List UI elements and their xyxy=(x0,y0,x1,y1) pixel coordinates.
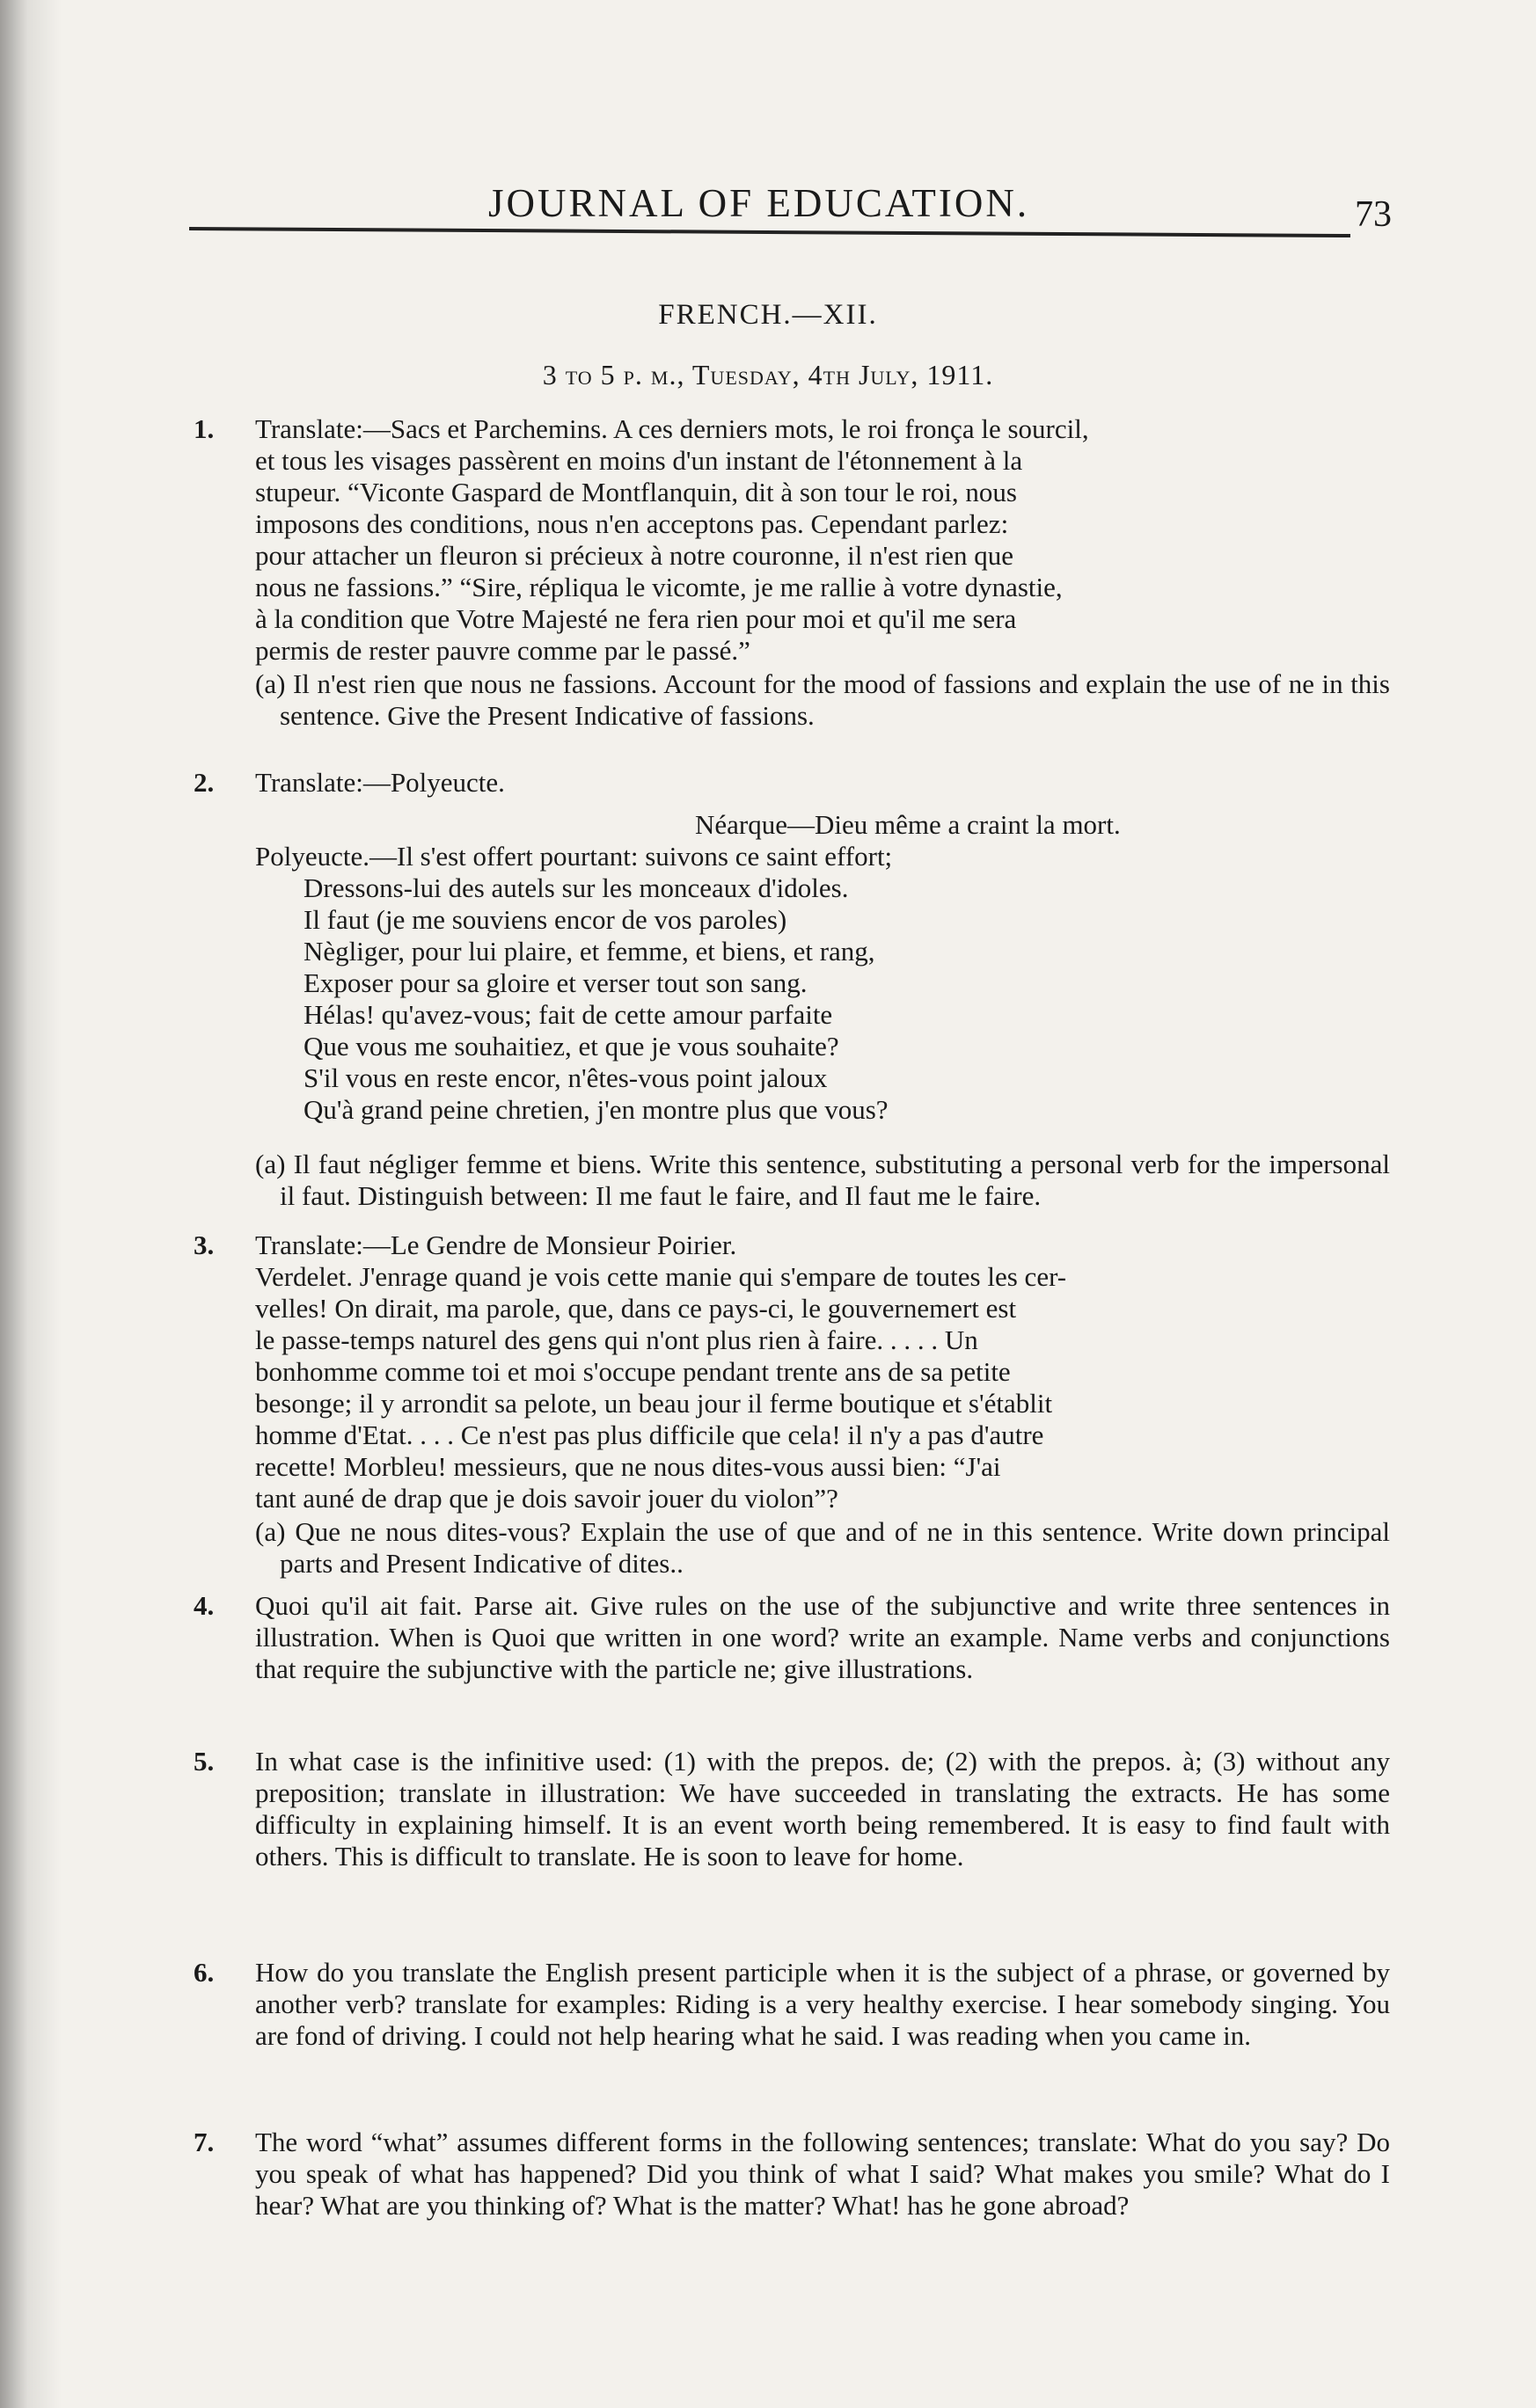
passage-line: imposons des conditions, nous n'en acceptons pas. Cependant parlez: xyxy=(255,508,1009,539)
verse-line: Dressons-lui des autels sur les monceaux d'idoles. xyxy=(304,872,849,903)
passage-line: Translate:—Sacs et Parchemins. A ces derniers mots, le roi fronça le sourcil, xyxy=(255,413,1089,444)
passage-line: velles! On dirait, ma parole, que, dans ce pays-ci, le gouvernemert est xyxy=(255,1293,1017,1324)
question-text: How do you translate the English present participle when it is the subject of a phrase, or governed by another verb? translate for examples: Riding is a very healthy exercise. I hear somebody singing. You are fond of driving. I could not help hearing what he said. I was reading when you came in. xyxy=(255,1957,1390,2051)
question-number: 2. xyxy=(194,767,215,798)
exam-title: FRENCH.—XII. xyxy=(658,299,878,331)
verse-speaker-polyeucte: Polyeucte.—Il s'est offert pourtant: suivons ce saint effort; xyxy=(255,841,893,872)
verse-line: Exposer pour sa gloire et verser tout son sang. xyxy=(304,967,808,998)
question-4 xyxy=(194,1590,1390,1685)
question-number: 7. xyxy=(194,2127,215,2157)
question-text: Quoi qu'il ait fait. Parse ait. Give rules on the use of the subjunctive and write three sentences in illustration. When is Quoi que written in one word? write an example. Name verbs and conjunctions that require the subjunctive with the particle ne; give illustrations. xyxy=(255,1590,1390,1684)
passage-line: et tous les visages passèrent en moins d'un instant de l'étonnement à la xyxy=(255,445,1023,476)
question-text: The word “what” assumes different forms in the following sentences; translate: What do you say? Do you speak of what has happened? Did you think of what I said? What makes you smile? What do I hear? What are you thinking of? What is the matter? What! has he gone abroad? xyxy=(255,2127,1390,2221)
question-number: 1. xyxy=(194,413,215,444)
page-number: 73 xyxy=(1355,194,1392,235)
question-1 xyxy=(194,413,1390,732)
passage-line: bonhomme comme toi et moi s'occupe pendant trente ans de sa petite xyxy=(255,1356,1011,1387)
question-6 xyxy=(194,1957,1390,2052)
sub-question: (a) Il n'est rien que nous ne fassions. Account for the mood of fassions and explain the use of ne in this sentence. Give the Present Indicative of fassions. xyxy=(255,668,1390,731)
verse-line: S'il vous en reste encor, n'êtes-vous point jaloux xyxy=(304,1062,828,1093)
passage-line: pour attacher un fleuron si précieux à notre couronne, il n'est rien que xyxy=(255,540,1014,571)
verse-line: Il faut (je me souviens encor de vos paroles) xyxy=(304,904,787,935)
question-3 xyxy=(194,1230,1390,1580)
question-number: 5. xyxy=(194,1746,215,1777)
sub-question: (a) Il faut négliger femme et biens. Write this sentence, substituting a personal verb for the impersonal il faut. Distinguish between: Il me faut le faire, and Il faut me le faire. xyxy=(255,1149,1390,1211)
passage-line: Verdelet. J'enrage quand je vois cette manie qui s'empare de toutes les cer- xyxy=(255,1261,1067,1292)
verse-speaker-nearque: Néarque—Dieu même a craint la mort. xyxy=(695,809,1121,840)
question-number: 3. xyxy=(194,1230,215,1260)
spacer xyxy=(255,1126,1390,1147)
question-number: 6. xyxy=(194,1957,215,1988)
question-number: 4. xyxy=(194,1590,215,1621)
sub-question: (a) Que ne nous dites-vous? Explain the use of que and of ne in this sentence. Write down principal parts and Present Indicative of dites.. xyxy=(255,1516,1390,1579)
passage-line: stupeur. “Viconte Gaspard de Montflanquin, dit à son tour le roi, nous xyxy=(255,477,1017,507)
passage-line: permis de rester pauvre comme par le passé.” xyxy=(255,635,750,666)
passage-line: le passe-temps naturel des gens qui n'ont plus rien à faire. . . . . Un xyxy=(255,1324,978,1355)
passage-line: tant auné de drap que je dois savoir jouer du violon”? xyxy=(255,1483,838,1514)
question-intro: Translate:—Polyeucte. xyxy=(255,767,505,798)
exam-date: 3 to 5 p. m., Tuesday, 4th July, 1911. xyxy=(542,359,994,390)
question-2 xyxy=(194,767,1390,1212)
verse-line: Hélas! qu'avez-vous; fait de cette amour parfaite xyxy=(304,999,833,1030)
passage-line: homme d'Etat. . . . Ce n'est pas plus difficile que cela! il n'y a pas d'autre xyxy=(255,1419,1044,1450)
question-7 xyxy=(194,2127,1390,2222)
passage-line: besonge; il y arrondit sa pelote, un beau jour il ferme boutique et s'établit xyxy=(255,1388,1053,1419)
passage-line: nous ne fassions.” “Sire, répliqua le vicomte, je me rallie à votre dynastie, xyxy=(255,572,1063,602)
question-intro: Translate:—Le Gendre de Monsieur Poirier. xyxy=(255,1230,737,1260)
question-text: In what case is the infinitive used: (1) with the prepos. de; (2) with the prepos. à; (3) without any preposition; translate in illustration: We have succeeded in translating the extracts. He has some difficulty in explaining himself. It is an event worth being remembered. It is easy to find fault with others. This is difficult to translate. He is soon to leave for home. xyxy=(255,1746,1390,1872)
question-5 xyxy=(194,1746,1390,1872)
verse-line: Qu'à grand peine chretien, j'en montre plus que vous? xyxy=(304,1094,889,1125)
verse-line: Que vous me souhaitiez, et que je vous souhaite? xyxy=(304,1031,839,1062)
header-rule xyxy=(189,227,1350,237)
passage-line: recette! Morbleu! messieurs, que ne nous dites-vous aussi bien: “J'ai xyxy=(255,1451,1001,1482)
passage-line: à la condition que Votre Majesté ne fera rien pour moi et qu'il me sera xyxy=(255,603,1017,634)
running-head: JOURNAL OF EDUCATION. xyxy=(488,181,1030,225)
verse-line: Nègliger, pour lui plaire, et femme, et biens, et rang, xyxy=(304,936,875,967)
